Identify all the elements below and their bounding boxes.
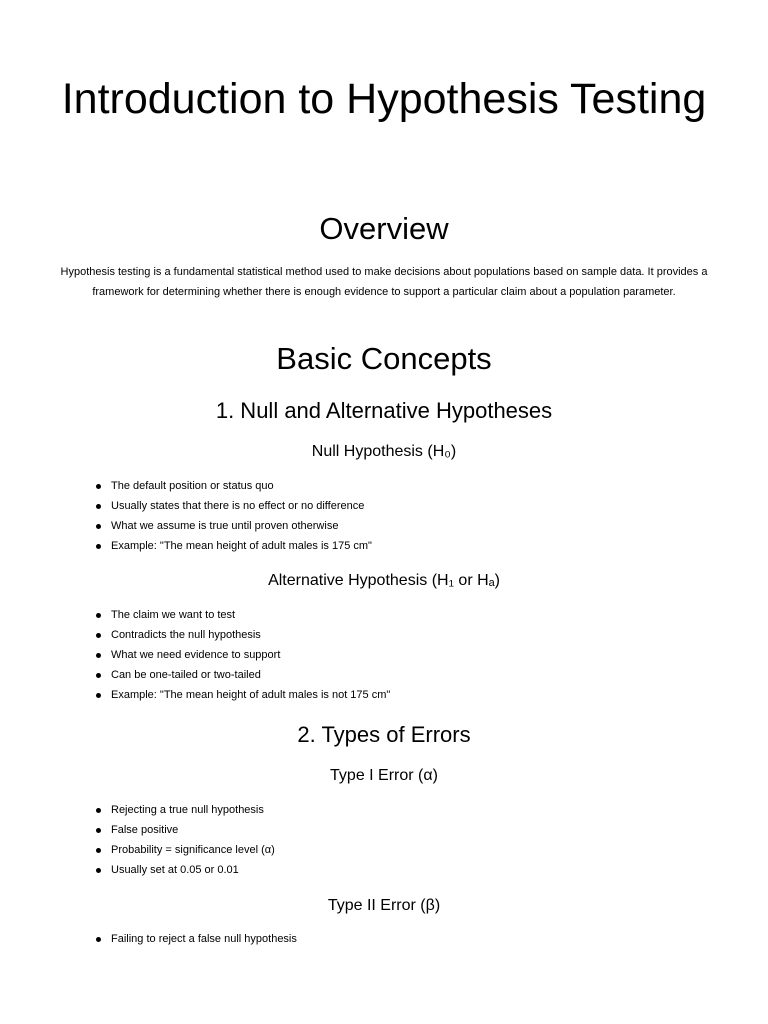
list-item [0, 536, 700, 556]
list-item [0, 800, 700, 820]
list-item [0, 860, 700, 880]
list-item-text: What we need evidence to support [111, 649, 281, 661]
list-item [0, 476, 700, 496]
bullet-icon [96, 937, 101, 942]
list-item [0, 820, 700, 840]
list-item-text: Usually states that there is no effect or no difference [111, 500, 365, 512]
type-two-error-list [0, 929, 700, 949]
null-alternative-heading: 1. Null and Alternative Hypotheses [215, 398, 553, 423]
bullet-icon [96, 633, 101, 638]
bullet-icon [96, 848, 101, 853]
bullet-icon [96, 673, 101, 678]
list-item-text: What we assume is true until proven otherwise [111, 520, 339, 532]
alternative-hypothesis-heading: Alternative Hypothesis (H₁ or Hₐ) [268, 572, 500, 589]
list-item [0, 685, 700, 705]
list-item-text: Failing to reject a false null hypothesis [111, 933, 297, 945]
list-item-text: Contradicts the null hypothesis [111, 629, 261, 641]
bullet-icon [96, 868, 101, 873]
list-item-text: Probability = significance level (α) [111, 844, 275, 856]
list-item [0, 605, 700, 625]
alternative-hypothesis-list [0, 605, 700, 705]
list-item-text: Example: "The mean height of adult males is 175 cm" [111, 540, 372, 552]
list-item [0, 929, 700, 949]
list-item-text: Example: "The mean height of adult males is not 175 cm" [111, 689, 391, 701]
list-item-text: Usually set at 0.05 or 0.01 [111, 864, 239, 876]
type-one-error-list [0, 800, 700, 880]
list-item-text: Can be one-tailed or two-tailed [111, 669, 261, 681]
list-item [0, 496, 700, 516]
bullet-icon [96, 653, 101, 658]
overview-heading: Overview [319, 211, 449, 246]
null-hypothesis-list [0, 476, 700, 556]
list-item-text: The default position or status quo [111, 480, 274, 492]
list-item-text: Rejecting a true null hypothesis [111, 804, 264, 816]
list-item-text: The claim we want to test [111, 609, 236, 621]
type-two-error-heading: Type II Error (β) [327, 897, 441, 914]
list-item [0, 625, 700, 645]
type-one-error-heading: Type I Error (α) [330, 767, 438, 784]
overview-paragraph: Hypothesis testing is a fundamental statistical method used to make decisions about populations based on sample data. It provides a framework for determining whether there is enough evidence to support a particular claim about a population parameter. [60, 266, 708, 298]
basic-concepts-heading: Basic Concepts [276, 341, 492, 376]
bullet-icon [96, 524, 101, 529]
list-item [0, 665, 700, 685]
page-title: Introduction to Hypothesis Testing [61, 75, 707, 123]
types-of-errors-heading: 2. Types of Errors [297, 722, 471, 747]
bullet-icon [96, 613, 101, 618]
bullet-icon [96, 544, 101, 549]
bullet-icon [96, 693, 101, 698]
bullet-icon [96, 828, 101, 833]
list-item [0, 516, 700, 536]
bullet-icon [96, 484, 101, 489]
list-item-text: False positive [111, 824, 179, 836]
list-item [0, 645, 700, 665]
bullet-icon [96, 504, 101, 509]
list-item [0, 840, 700, 860]
null-hypothesis-heading: Null Hypothesis (H₀) [311, 443, 457, 460]
bullet-icon [96, 808, 101, 813]
